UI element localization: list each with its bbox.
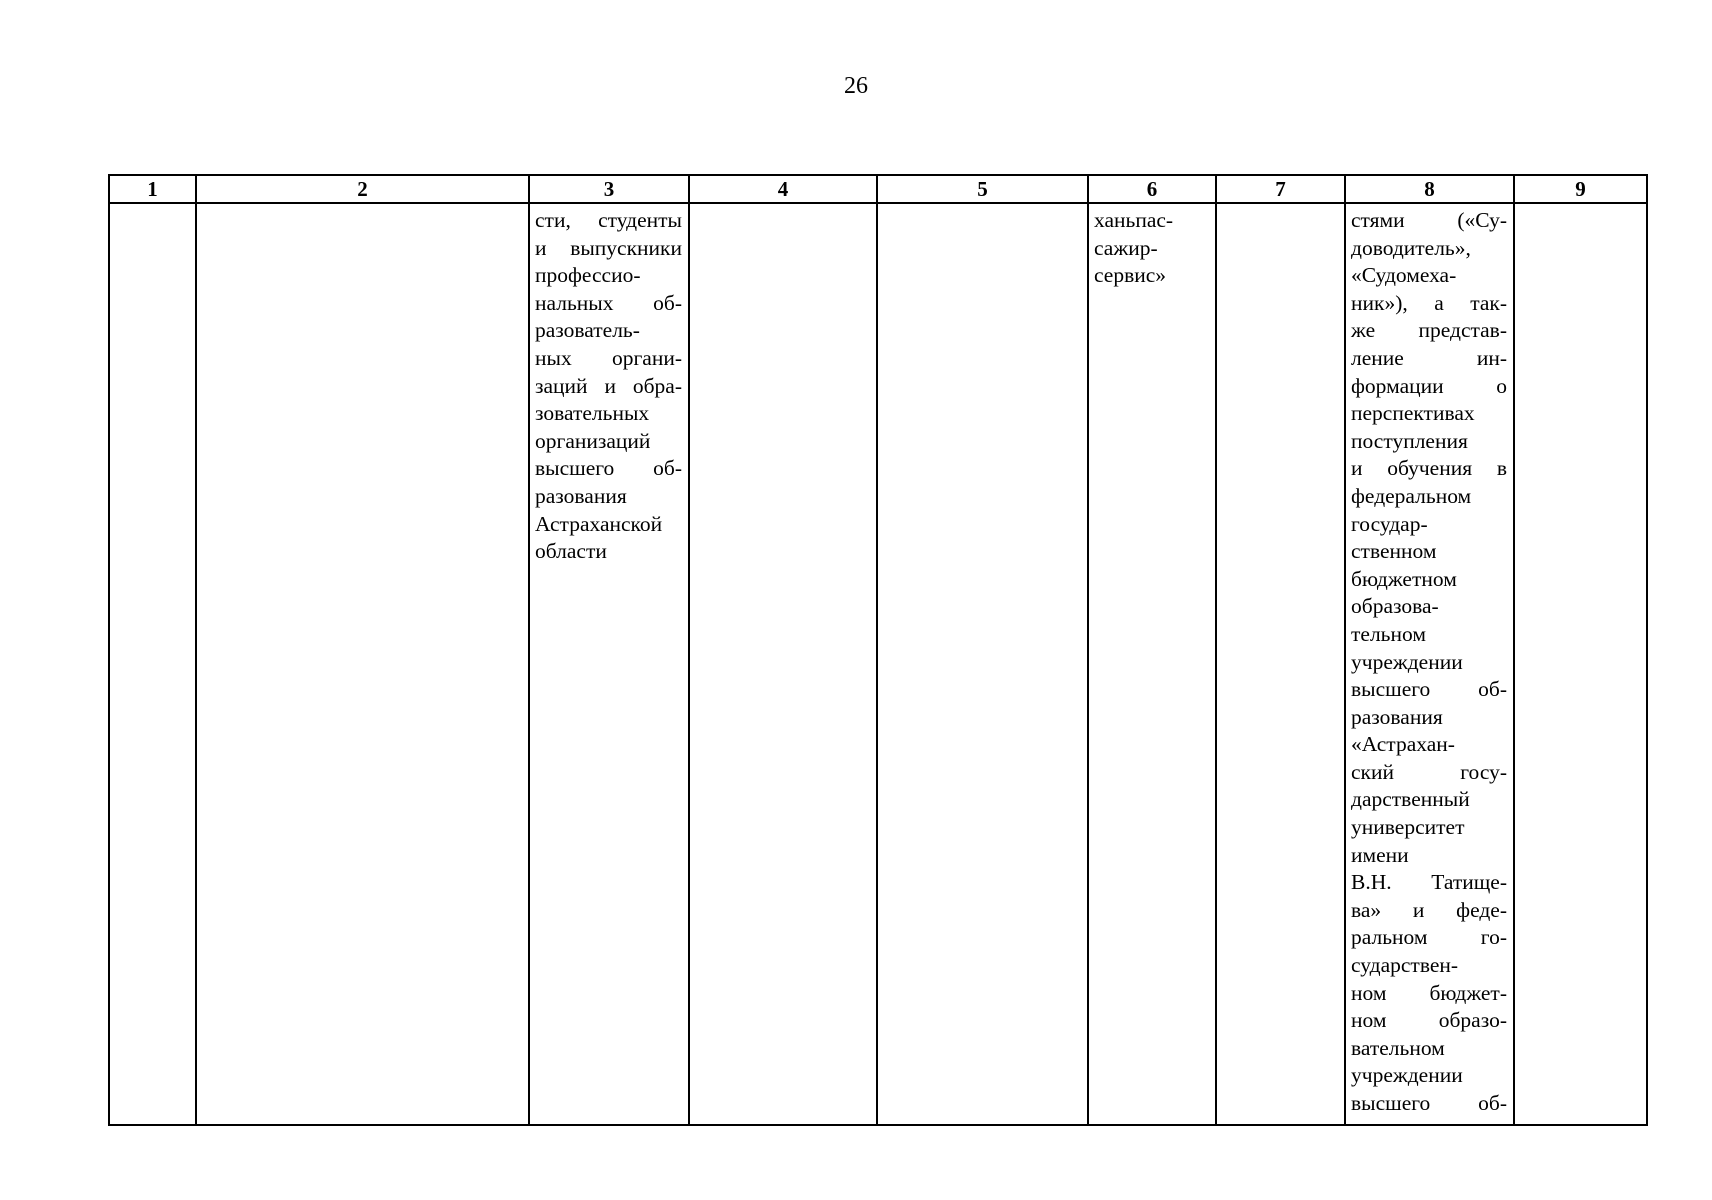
cell-text-line: государ- <box>1351 511 1428 536</box>
cell-text-line: поступления <box>1351 428 1468 453</box>
cell-col-5 <box>877 203 1088 1125</box>
cell-text-line: формации о <box>1351 373 1507 398</box>
cell-text-line: профессио- <box>535 263 641 288</box>
cell-text-line: тельном <box>1351 621 1426 646</box>
cell-text-line: разования <box>1351 704 1443 729</box>
cell-text-line: нальных об- <box>535 290 682 315</box>
cell-text-line: перспективах <box>1351 401 1475 426</box>
cell-text-line: ственном <box>1351 539 1437 564</box>
cell-col-6 <box>1088 203 1216 1125</box>
cell-text-line: зовательных <box>535 401 650 426</box>
cell-text-line: стями («Су- <box>1351 208 1507 232</box>
cell-text-line: образова- <box>1351 594 1439 619</box>
header-row <box>109 175 1647 203</box>
cell-col-8 <box>1345 203 1514 1125</box>
cell-text-line: ном бюджет- <box>1351 980 1507 1005</box>
cell-text-line: дарственный <box>1351 787 1470 812</box>
column-header-2: 2 <box>196 175 529 203</box>
cell-text-line: высшего об- <box>535 456 682 481</box>
cell-text-line: и выпускники <box>535 235 682 260</box>
cell-text-line: ление ин- <box>1351 345 1507 370</box>
column-header-5: 5 <box>877 175 1088 203</box>
cell-text-line: «Астрахан- <box>1351 732 1455 757</box>
cell-text-line: учреждении <box>1351 1063 1463 1088</box>
cell-text-line: университет <box>1351 815 1465 840</box>
cell-text-line: сударствен- <box>1351 953 1459 978</box>
cell-text-line: ном образо- <box>1351 1008 1507 1033</box>
cell-col-9 <box>1514 203 1647 1125</box>
cell-col-1 <box>109 203 196 1125</box>
cell-text-line: заций и обра- <box>535 373 682 398</box>
column-header-4: 4 <box>689 175 877 203</box>
cell-text-line: сти, студенты <box>535 208 682 232</box>
cell-col-3 <box>529 203 689 1125</box>
cell-text-line: бюджетном <box>1351 566 1457 591</box>
cell-text-line: В.Н. Татище- <box>1351 870 1507 895</box>
cell-text-line: доводитель», <box>1351 235 1471 260</box>
cell-text-line: федеральном <box>1351 483 1472 508</box>
cell-text-line: разования <box>535 483 627 508</box>
cell-text-line: ханьпас- <box>1094 208 1174 232</box>
column-header-7: 7 <box>1216 175 1345 203</box>
cell-text-line: сервис» <box>1094 263 1167 288</box>
cell-text-line: области <box>535 539 607 564</box>
column-header-3: 3 <box>529 175 689 203</box>
cell-text-line: высшего об- <box>1351 1091 1507 1115</box>
cell-text-line: сажир- <box>1094 235 1158 260</box>
cell-text-line: и обучения в <box>1351 456 1507 481</box>
column-header-9: 9 <box>1514 175 1647 203</box>
cell-text-line: ник»), а так- <box>1351 290 1507 315</box>
table-row <box>109 203 1647 1125</box>
cell-text-line: «Судомеха- <box>1351 263 1457 288</box>
cell-col-4 <box>689 203 877 1125</box>
cell-text-line: имени <box>1351 842 1409 867</box>
page-number: 26 <box>844 73 868 99</box>
column-header-8: 8 <box>1345 175 1514 203</box>
column-header-6: 6 <box>1088 175 1216 203</box>
cell-text-line: учреждении <box>1351 649 1463 674</box>
cell-text-line: ных органи- <box>535 345 682 370</box>
cell-text-line: ва» и феде- <box>1351 897 1507 922</box>
document-table <box>108 174 1648 1126</box>
cell-col-7 <box>1216 203 1345 1125</box>
cell-text-line: высшего об- <box>1351 677 1507 702</box>
column-header-1: 1 <box>109 175 196 203</box>
cell-text-line: вательном <box>1351 1035 1445 1060</box>
cell-text-line: ский госу- <box>1351 759 1507 784</box>
cell-col-2 <box>196 203 529 1125</box>
cell-text-line: ральном го- <box>1351 925 1507 950</box>
cell-text-line: разователь- <box>535 318 640 343</box>
cell-text-line: Астраханской <box>535 511 663 536</box>
cell-text-line: же представ- <box>1351 318 1507 343</box>
cell-text-line: организаций <box>535 428 651 453</box>
